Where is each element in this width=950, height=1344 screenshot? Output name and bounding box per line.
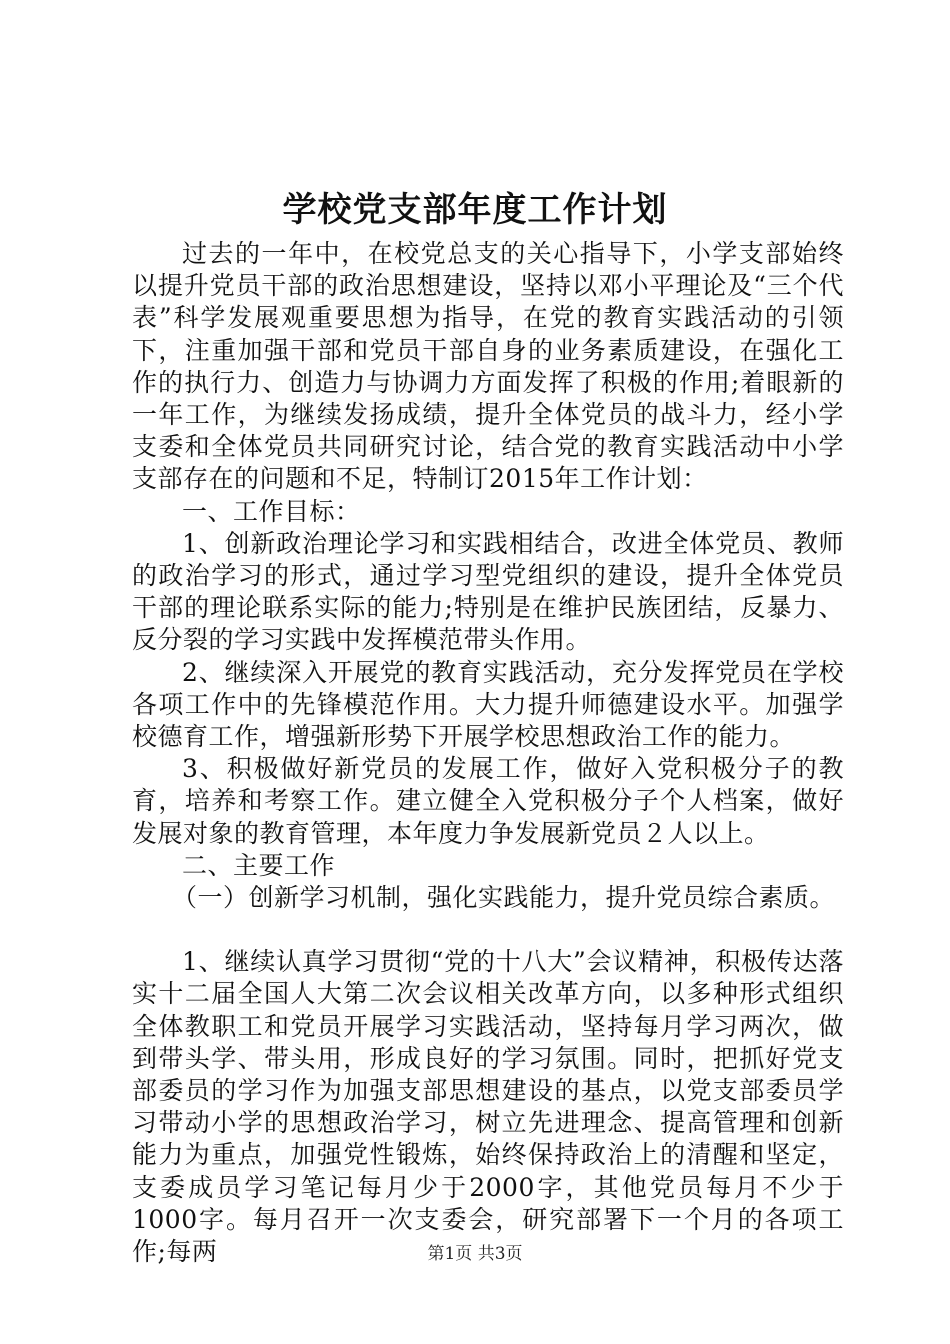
- subsection-heading-1: （一）创新学习机制，强化实践能力，提升党员综合素质。: [172, 883, 836, 913]
- goal-paragraph-1: 1、创新政治理论学习和实践相结合，改进全体党员、教师的政治学习的形式，通过学习型党组织的建设，提升全体党员干部的理论联系实际的能力;特别是在维护民族团结，反暴力、反分裂的学习实践中发挥模范带头作用。: [132, 528, 844, 655]
- goal-paragraph-3: 3、积极做好新党员的发展工作，做好入党积极分子的教育，培养和考察工作。建立健全入党积极分子个人档案，做好发展对象的教育管理，本年度力争发展新党员２人以上。: [132, 754, 844, 848]
- document-body: [132, 238, 844, 1268]
- section-heading-goals: 一、工作目标：: [182, 496, 361, 526]
- document-title: 学校党支部年度工作计划: [282, 190, 668, 230]
- intro-paragraph: 过去的一年中，在校党总支的关心指导下，小学支部始终以提升党员干部的政治思想建设，坚持以邓小平理论及“三个代表”科学发展观重要思想为指导，在党的教育实践活动的引领下，注重加强干部和党员干部自身的业务素质建设，在强化工作的执行力、创造力与协调力方面发挥了积极的作用;着眼新的一年工作，为继续发扬成绩，提升全体党员的战斗力，经小学支委和全体党员共同研究讨论，结合党的教育实践活动中小学支部存在的问题和不足，特制订2015年工作计划：: [132, 239, 844, 494]
- goal-paragraph-2: 2、继续深入开展党的教育实践活动，充分发挥党员在学校各项工作中的先锋模范作用。大力提升师德建设水平。加强学校德育工作，增强新形势下开展学校思想政治工作的能力。: [132, 657, 844, 752]
- page-footer: 第1页 共3页: [427, 1244, 523, 1264]
- work-paragraph-1: 1、继续认真学习贯彻“党的十八大”会议精神，积极传达落实十二届全国人大第二次会议相关改革方向，以多种形式组织全体教职工和党员开展学习实践活动，坚持每月学习两次，做到带头学、带头用，形成良好的学习氛围。同时，把抓好党支部委员的学习作为加强支部思想建设的基点，以党支部委员学习带动小学的思想政治学习，树立先进理念、提高管理和创新能力为重点，加强党性锻炼，始终保持政治上的清醒和坚定，支委成员学习笔记每月少于2000字，其他党员每月不少于1000字。每月召开一次支委会，研究部署下一个月的各项工作;每两: [132, 947, 844, 1267]
- section-heading-main-work: 二、主要工作: [182, 850, 336, 880]
- paragraph-gap: [132, 914, 844, 946]
